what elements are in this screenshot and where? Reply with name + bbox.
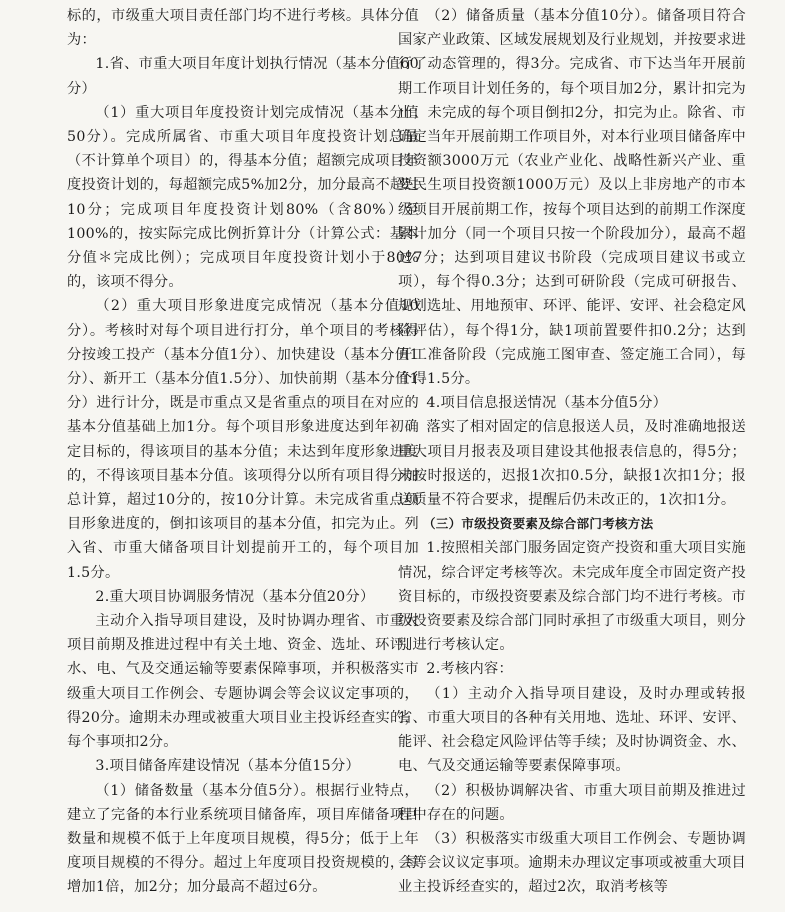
right-column xyxy=(398,4,746,900)
paragraph: 1.按照相关部门服务固定资产投资和重大项目实施情况，综合评定考核等次。未完成年度全市固定资产投资目标的，市级投资要素及综合部门均不进行考核。市级投资要素及综合部门同时承担了市级重大项目，则分别进行考核认定。 xyxy=(398,540,746,654)
paragraph: （3）积极落实市级重大项目工作例会、专题协调会等会议议定事项。逾期未办理议定事项或被重大项目业主投诉经查实的，超过2次，取消考核等 xyxy=(398,830,746,896)
section-heading: 1.省、市重大项目年度计划执行情况（基本分值60分） xyxy=(67,56,419,97)
paragraph: （1）重大项目年度投资计划完成情况（基本分值50分）。完成所属省、市重大项目年度投资计划总量（不计算单个项目）的，得基本分值；超额完成项目年度投资计划的，每超额完成5%加2分，加分最高不超过10分；完成项目年度投资计划80%（含80%）至100%的，按实际完成比例折算计分（计算公式：基本分值＊完成比例）；完成项目年度投资计划小于80%的，该项不得分。 xyxy=(67,104,419,291)
paragraph: （1）主动介入指导项目建设，及时办理或转报省、市重大项目的各种有关用地、选址、环评、安评、能评、社会稳定风险评估等手续；及时协调资金、水、电、气及交通运输等要素保障事项。 xyxy=(398,685,746,775)
paragraph: 标的，市级重大项目责任部门均不进行考核。具体分值为： xyxy=(67,8,419,49)
section-heading: 2.重大项目协调服务情况（基本分值20分） xyxy=(95,588,375,605)
paragraph: （2）积极协调解决省、市重大项目前期及推进过程中存在的问题。 xyxy=(398,782,746,823)
section-heading: 2.考核内容： xyxy=(426,661,513,678)
paragraph: 落实了相对固定的信息报送人员，及时准确地报送重大项目月报表及项目建设其他报表信息的，得5分；未按时报送的，迟报1次扣0.5分，缺报1次扣1分；报送质量不符合要求，提醒后仍未改正的，1次扣1分。 xyxy=(398,419,746,509)
left-column xyxy=(67,4,419,900)
paragraph: （1）储备数量（基本分值5分）。根据行业特点，建立了完备的本行业系统项目储备库，项目库储备项目数量和规模不低于上年度项目规模，得5分；低于上年度项目规模的不得分。超过上年度项目投资规模的，每增加1倍，加2分；加分最高不超过6分。 xyxy=(67,782,419,896)
paragraph: （2）重大项目形象进度完成情况（基本分值10分）。考核时对每个项目进行打分，单个项目的考核得分按竣工投产（基本分值1分）、加快建设（基本分值1分）、新开工（基本分值1.5分）、加快前期（基本分值1分）进行计分，既是市重点又是省重点的项目在对应的基本分值基础上加1分。每个项目形象进度达到年初确定目标的，得该项目的基本分值；未达到年度形象进度的，不得该项目基本分值。该项得分以所有项目得分加总计算，超过10分的，按10分计算。未完成省重点项目形象进度的，倒扣该项目的基本分值，扣完为止。列入省、市重大储备项目计划提前开工的，每个项目加1.5分。 xyxy=(67,298,419,581)
section-heading: 3.项目储备库建设情况（基本分值15分） xyxy=(95,758,360,775)
paragraph: 主动介入指导项目建设，及时协调办理省、市重大项目前期及推进过程中有关土地、资金、选址、环评、水、电、气及交通运输等要素保障事项，并积极落实市级重大项目工作例会、专题协调会等会议议定事项的，得20分。逾期未办理或被重大项目业主投诉经查实的，每个事项扣2分。 xyxy=(67,613,419,751)
section-heading: 4.项目信息报送情况（基本分值5分） xyxy=(426,395,668,412)
paragraph: （2）储备质量（基本分值10分）。储备项目符合国家产业政策、区域发展规划及行业规划，并按要求进行了动态管理的，得3分。完成省、市下达当年开展前期工作项目计划任务的，每个项目加2分，累计扣完为止；未完成的每个项目倒扣2分，扣完为止。除省、市确定当年开展前期工作项目外，对本行业项目储备库中投资额3000万元（农业产业化、战略性新兴产业、重要民生项目投资额1000万元）及以上非房地产的市本级项目开展前期工作，按每个项目达到的前期工作深度累计加分（同一个项目只按一个阶段加分），最高不超过7分；达到项目建议书阶段（完成项目建议书或立项），每个得0.3分；达到可研阶段（完成可研报告、规划选址、用地预审、环评、能评、安评、社会稳定风险评估），每个得1分，缺1项前置要件扣0.2分；达到开工准备阶段（完成施工图审查、签定施工合同），每个得1.5分。 xyxy=(398,8,746,388)
subsection-heading: （三）市级投资要素及综合部门考核方法 xyxy=(423,516,654,532)
